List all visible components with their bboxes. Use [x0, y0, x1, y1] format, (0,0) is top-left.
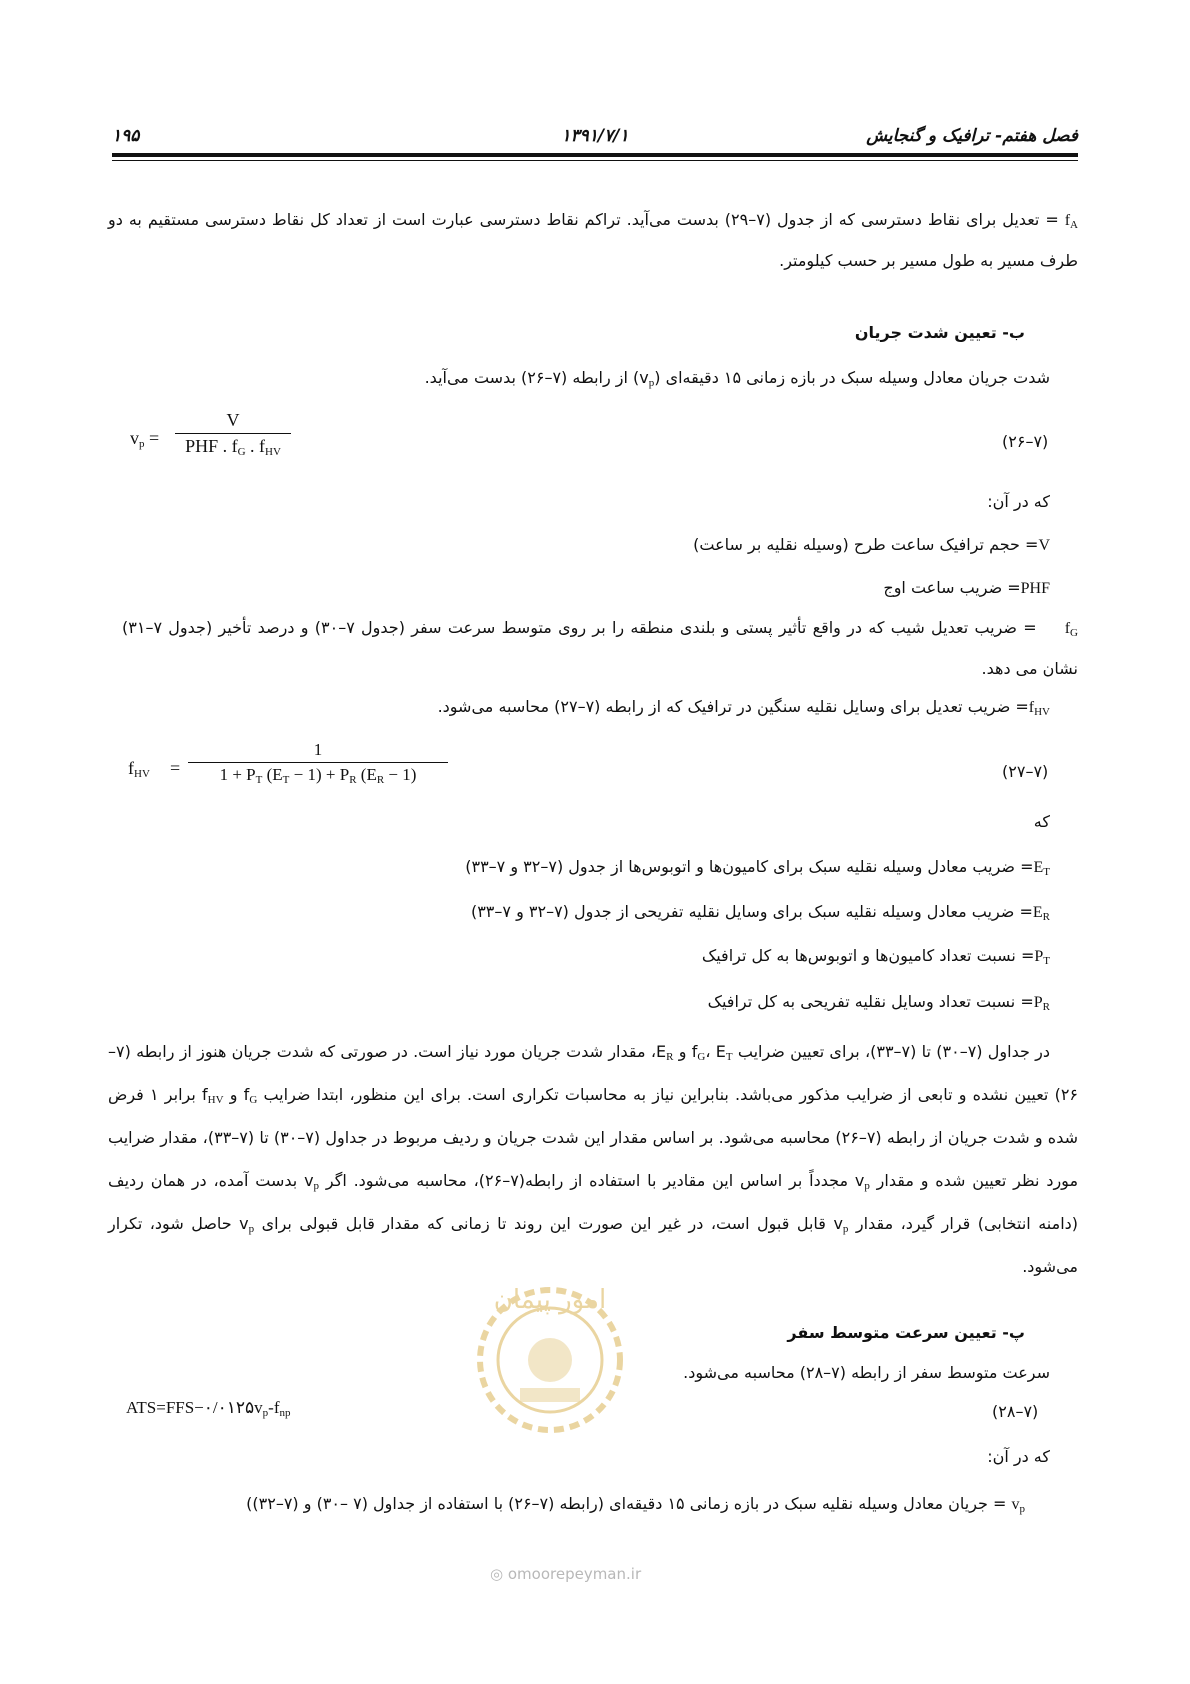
eq26-denominator: PHF . $f_G$ . $f_{HV}$ [185, 436, 281, 458]
def-v: V= حجم ترافیک ساعت طرح (وسیله نقلیه بر ساعت) [693, 535, 1050, 554]
eq27-number: (۷–۲۷) [1002, 762, 1049, 781]
eq27-equals: = [170, 758, 181, 778]
section-b-intro: شدت جریان معادل وسیله سبک در بازه زمانی ۱۵ دقیقه‌ای $(v_p)$ از رابطه (۷–۲۶) بدست می‌آید. [424, 368, 1050, 389]
eq28-number: (۷–۲۸) [992, 1402, 1039, 1421]
watermark-site: ◎ omoorepeyman.ir [490, 1565, 642, 1583]
section-p-intro: سرعت متوسط سفر از رابطه (۷–۲۸) محاسبه می‌شود. [683, 1363, 1050, 1382]
def-et: $E_T=$ ضریب معادل وسیله نقلیه سبک برای کامیون‌ها و اتوبوس‌ها از جدول (۷–۳۲ و ۷–۳۳) [465, 857, 1050, 878]
page-number: ۱۹۵ [112, 126, 140, 146]
eq27-numerator: 1 [313, 740, 323, 759]
section-b-heading: ب- تعیین شدت جریان [854, 323, 1025, 342]
eq27-lhs: $f_{HV}$ [128, 758, 150, 780]
header-rule-thick [112, 153, 1078, 157]
def-pt: $P_T=$ نسبت تعداد کامیون‌ها و اتوبوس‌ها به کل ترافیک [701, 946, 1050, 967]
chapter-title: فصل هفتم- ترافیک و گنجایش [866, 126, 1078, 146]
fhv-definition: $f_{HV}=$ ضریب تعدیل برای وسایل نقلیه سنگین در ترافیک که از رابطه (۷–۲۷) محاسبه می‌شود. [437, 697, 1050, 718]
section-p-heading: پ- تعیین سرعت متوسط سفر [787, 1323, 1025, 1342]
eq27-fraction [188, 740, 448, 785]
where-label-3: که در آن: [987, 1447, 1050, 1466]
def-phf: PHF= ضریب ساعت اوج [883, 578, 1050, 597]
header-date: ۱۳۹۱/۷/۱ [561, 126, 629, 146]
where-label-2: که [1033, 812, 1050, 831]
eq26-number: (۷–۲۶) [1002, 432, 1049, 451]
eq26-fraction [175, 410, 291, 457]
def-pr: $P_R=$ نسبت تعداد وسایل نقلیه تفریحی به کل ترافیک [707, 992, 1050, 1013]
eq26-numerator: V [226, 410, 240, 430]
eq26-lhs: $v_p$ = [130, 428, 160, 450]
iteration-paragraph: در جداول (۷–۳۰) تا (۷–۳۳)، برای تعیین ضرایب $f_G،$ $E_T$ و $E_R،$ مقدار شدت جریان مورد نیاز است. در صورتی که شدت جریان هنوز از رابطه (۷–۲۶) تعیین نشده و تابعی از ضرایب مذکور می‌باشد. بنابراین نیاز به محاسبات تکراری است. برای این منظور، ابتدا ضرایب $f_G$ و $f_{HV}$ برابر ۱ فرض شده و شدت جریان از رابطه (۷–۲۶) محاسبه می‌شود. بر اساس مقدار این شدت جریان و ردیف مربوط در جداول (۷–۳۰) تا (۷–۳۳)، مقدار ضرایب مورد نظر تعیین شده و مقدار $v_p$ مجدداً بر اساس این مقادیر با استفاده از رابطه(۷–۲۶)، محاسبه می‌شود. اگر $v_p$ بدست آمده، در همان ردیف (دامنه انتخابی) قرار گیرد، مقدار $v_p$ قابل قبول است، در غیر این صورت این روند تا زمانی که مقدار قابل قبولی برای $v_p$ حاصل شود، تکرار می‌شود. [108, 1042, 1079, 1276]
watermark-seal [460, 1268, 640, 1448]
fg-definition: $f_G=$ ضریب تعدیل شیب که در واقع تأثیر پستی و بلندی منطقه را بر روی متوسط سرعت سفر (جدول ۷–۳۰) و درصد تأخیر (جدول ۷–۳۱) نشان می دهد. [122, 618, 1078, 678]
header-rule-thin [112, 160, 1078, 161]
fa-definition: $f_A$ = تعدیل برای نقاط دسترسی که از جدول (۷–۲۹) بدست می‌آید. تراکم نقاط دسترسی عبارت است از تعداد کل نقاط دسترسی مستقیم به دو طرف مسیر به طول مسیر بر حسب کیلومتر. [108, 210, 1078, 270]
eq27-denominator: $1 + P_T$ $(E_T - 1) + P_R$ $(E_R - 1)$ [219, 765, 417, 786]
where-label-1: که در آن: [987, 492, 1050, 511]
svg-text:امور پیمان: امور پیمان [493, 1285, 607, 1315]
def-er: $E_R=$ ضریب معادل وسیله نقلیه سبک برای وسایل نقلیه تفریحی از جدول (۷–۳۲ و ۷–۳۳) [470, 902, 1050, 923]
vp-definition: $v_p$ = جریان معادل وسیله نقلیه سبک در بازه زمانی ۱۵ دقیقه‌ای (رابطه (۷–۲۶) با استفاده از جداول (۷ –۳۰) و (۷–۳۲)) [246, 1494, 1025, 1515]
eq28-formula: $ATS=FFS-۰/۰۱۲۵v_p-f_{np}$ [126, 1398, 291, 1419]
